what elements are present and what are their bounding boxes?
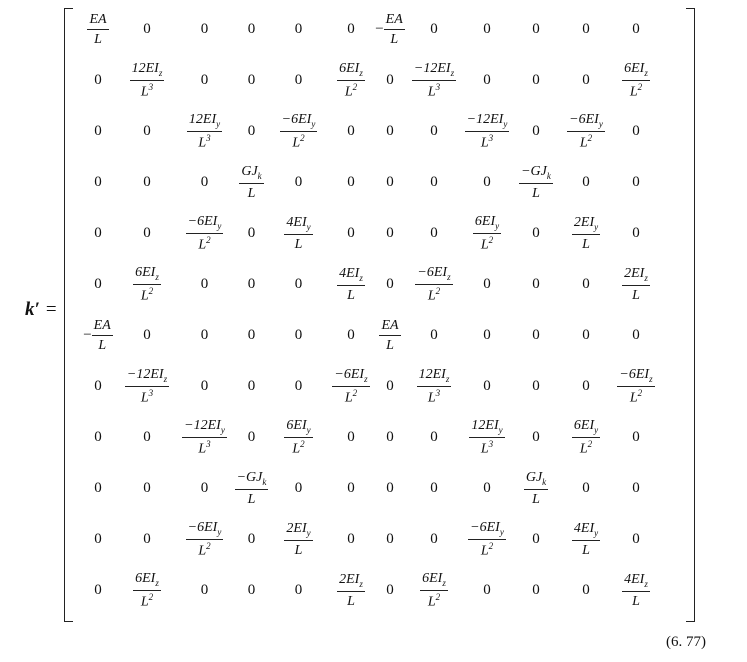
numerator: $2EI_y$	[284, 521, 312, 541]
denominator: L	[294, 542, 303, 558]
matrix-cell	[118, 259, 176, 310]
numerator: $2EI_y$	[572, 215, 600, 235]
matrix-cell	[561, 106, 611, 157]
matrix-cell: 0	[294, 72, 303, 88]
matrix-cell	[405, 361, 463, 412]
matrix-cell: 0	[347, 429, 355, 445]
matrix-cell: 0	[532, 123, 540, 139]
matrix-cell: 0	[294, 174, 303, 190]
matrix-cell	[611, 259, 661, 310]
matrix-cell: 0	[200, 582, 209, 598]
matrix-cell: 0	[532, 531, 540, 547]
numerator: $4EI_z$	[622, 572, 650, 592]
matrix-symbol	[25, 299, 57, 321]
denominator: $L^3$	[427, 387, 441, 406]
matrix-cell: 0	[430, 429, 438, 445]
numerator: $-6EI_z$	[332, 367, 369, 387]
matrix-cell: 0	[200, 72, 209, 88]
numerator: $2EI_z$	[622, 266, 650, 286]
fraction	[384, 12, 405, 47]
matrix-cell: 0	[532, 582, 540, 598]
matrix-cell: 0	[582, 276, 590, 292]
matrix-cell: 0	[582, 21, 590, 37]
fraction	[284, 215, 312, 252]
numerator: $-GJ_k$	[519, 164, 553, 184]
numerator: EA	[384, 12, 405, 29]
matrix-cell: 0	[386, 531, 394, 547]
fraction	[469, 418, 504, 457]
matrix-cell: 0	[582, 174, 590, 190]
matrix-row	[78, 208, 661, 259]
sign: −	[83, 326, 92, 343]
fraction	[519, 164, 553, 201]
matrix-cell	[176, 208, 233, 259]
matrix-cell: 0	[143, 225, 151, 241]
fraction	[284, 521, 312, 558]
numerator: $6EI_z$	[420, 571, 448, 591]
numerator: $6EI_z$	[337, 61, 365, 81]
matrix-cell: 0	[347, 174, 355, 190]
denominator: L	[247, 185, 256, 201]
matrix-cell	[78, 4, 118, 55]
matrix-cell: 0	[532, 225, 540, 241]
matrix-cell: 0	[247, 72, 256, 88]
matrix-cell: 0	[430, 123, 438, 139]
numerator: EA	[87, 12, 108, 29]
matrix-cell: 0	[430, 327, 438, 343]
fraction	[182, 418, 227, 457]
matrix-cell: 0	[143, 21, 151, 37]
matrix-cell	[611, 565, 661, 616]
matrix-cell	[375, 310, 405, 361]
denominator: $L^2$	[140, 285, 154, 304]
fraction	[125, 367, 169, 406]
denominator: $L^3$	[427, 81, 441, 100]
denominator: L	[347, 593, 355, 609]
matrix-cell	[405, 55, 463, 106]
matrix-cell: 0	[483, 480, 491, 496]
right-bracket	[686, 8, 695, 622]
matrix-cell	[463, 208, 511, 259]
matrix-cell: 0	[200, 21, 209, 37]
matrix-cell: 0	[294, 276, 303, 292]
numerator: $12EI_y$	[469, 418, 504, 438]
matrix-cell: 0	[200, 327, 209, 343]
matrix-row	[78, 361, 661, 412]
fraction	[420, 571, 448, 610]
matrix-cell: 0	[247, 429, 256, 445]
numerator: $-6EI_y$	[186, 520, 224, 540]
matrix-cell	[327, 361, 375, 412]
numerator: $-12EI_y$	[465, 112, 510, 132]
fraction	[617, 367, 654, 406]
numerator: $4EI_y$	[284, 215, 312, 235]
denominator: $L^2$	[480, 234, 494, 253]
matrix-cell: 0	[430, 480, 438, 496]
numerator: $-6EI_y$	[468, 520, 506, 540]
numerator: $-12EI_z$	[412, 61, 456, 81]
denominator: L	[294, 236, 303, 252]
denominator: $L^2$	[292, 438, 305, 457]
matrix-cell: 0	[532, 327, 540, 343]
matrix-cell: 0	[347, 123, 355, 139]
matrix-cell: 0	[386, 72, 394, 88]
fraction	[417, 367, 452, 406]
matrix-cell: 0	[483, 378, 491, 394]
matrix-cell: 0	[532, 21, 540, 37]
matrix-cell	[511, 463, 561, 514]
numerator: $6EI_z$	[622, 61, 650, 81]
matrix-cell: 0	[632, 327, 640, 343]
numerator: $-6EI_y$	[186, 214, 224, 234]
matrix-cell	[327, 565, 375, 616]
denominator: L	[386, 337, 394, 353]
numerator: $-6EI_z$	[415, 265, 452, 285]
matrix-cell	[463, 514, 511, 565]
matrix-cell: 0	[247, 276, 256, 292]
fraction	[572, 521, 600, 558]
matrix-cell: 0	[632, 21, 640, 37]
fraction	[284, 418, 312, 457]
equation-number: (6. 77)	[666, 634, 706, 650]
fraction	[337, 61, 365, 100]
matrix-cell: 0	[200, 276, 209, 292]
denominator: L	[632, 593, 640, 609]
matrix-cell: 0	[294, 21, 303, 37]
matrix-cell: 0	[483, 327, 491, 343]
matrix-cell: 0	[143, 123, 151, 139]
fraction	[465, 112, 510, 151]
denominator: L	[532, 491, 540, 507]
denominator: L	[94, 31, 102, 47]
matrix-cell	[118, 55, 176, 106]
fraction	[92, 318, 113, 353]
matrix-cell: 0	[294, 327, 303, 343]
denominator: $L^3$	[480, 438, 494, 457]
matrix-row	[78, 412, 661, 463]
matrix-cell: 0	[582, 327, 590, 343]
numerator: $12EI_y$	[187, 112, 222, 132]
matrix-cell: 0	[386, 480, 394, 496]
left-bracket	[64, 8, 73, 622]
fraction	[87, 12, 108, 47]
matrix-cell: 0	[347, 480, 355, 496]
matrix-cell: 0	[582, 480, 590, 496]
numerator: $6EI_y$	[572, 418, 600, 438]
denominator: $L^2$	[480, 540, 494, 559]
numerator: $12EI_z$	[130, 61, 165, 81]
matrix-cell: 0	[430, 21, 438, 37]
fraction	[572, 418, 600, 457]
matrix-cell: 0	[582, 582, 590, 598]
denominator: $L^2$	[140, 591, 154, 610]
numerator: $4EI_y$	[572, 521, 600, 541]
denominator: L	[247, 491, 256, 507]
fraction	[622, 266, 650, 303]
matrix-row	[78, 463, 661, 514]
matrix-cell: 0	[483, 72, 491, 88]
fraction	[524, 470, 548, 507]
matrix-row	[78, 157, 661, 208]
fraction	[239, 164, 263, 201]
matrix-cell: 0	[532, 276, 540, 292]
fraction	[379, 318, 400, 353]
matrix-cell	[270, 106, 327, 157]
fraction	[468, 520, 506, 559]
fraction	[473, 214, 501, 253]
numerator: $-12EI_y$	[182, 418, 227, 438]
fraction	[130, 61, 165, 100]
matrix-cell	[561, 514, 611, 565]
matrix-row	[78, 310, 661, 361]
matrix-cell	[270, 208, 327, 259]
denominator: $L^2$	[292, 132, 305, 151]
matrix-cell	[405, 259, 463, 310]
matrix-grid	[78, 4, 661, 616]
matrix-cell: 0	[94, 429, 102, 445]
numerator: $6EI_z$	[133, 571, 161, 591]
matrix-cell	[118, 361, 176, 412]
matrix-cell: 0	[386, 429, 394, 445]
matrix-cell	[463, 106, 511, 157]
matrix-cell: 0	[386, 276, 394, 292]
denominator: $L^2$	[344, 387, 358, 406]
matrix-row	[78, 259, 661, 310]
matrix-cell	[405, 565, 463, 616]
matrix-cell	[611, 55, 661, 106]
matrix-cell: 0	[247, 582, 256, 598]
matrix-cell: 0	[632, 480, 640, 496]
denominator: $L^2$	[427, 285, 441, 304]
fraction	[235, 470, 269, 507]
denominator: L	[582, 236, 590, 252]
numerator: $6EI_y$	[473, 214, 501, 234]
matrix-cell: 0	[94, 531, 102, 547]
matrix-cell: 0	[582, 72, 590, 88]
matrix-cell: 0	[347, 327, 355, 343]
matrix-cell	[511, 157, 561, 208]
fraction	[186, 214, 224, 253]
numerator: $-6EI_y$	[280, 112, 318, 132]
denominator: L	[582, 542, 590, 558]
matrix-cell: 0	[347, 225, 355, 241]
matrix-cell: 0	[143, 327, 151, 343]
denominator: $L^3$	[198, 132, 211, 151]
matrix-cell: 0	[143, 531, 151, 547]
matrix-cell: 0	[247, 123, 256, 139]
denominator: L	[390, 31, 399, 47]
numerator: $12EI_z$	[417, 367, 452, 387]
matrix-cell: 0	[294, 582, 303, 598]
matrix-cell: 0	[483, 174, 491, 190]
denominator: $L^2$	[198, 540, 211, 559]
matrix-cell: 0	[247, 531, 256, 547]
matrix-cell: 0	[247, 378, 256, 394]
denominator: $L^2$	[344, 81, 358, 100]
matrix-cell: 0	[483, 21, 491, 37]
matrix-cell: 0	[94, 378, 102, 394]
matrix-cell: 0	[200, 378, 209, 394]
denominator: $L^2$	[629, 387, 643, 406]
matrix-cell: 0	[200, 480, 209, 496]
fraction	[622, 572, 650, 609]
denominator: $L^3$	[480, 132, 494, 151]
matrix-cell: 0	[483, 582, 491, 598]
matrix-cell	[176, 106, 233, 157]
matrix-row	[78, 565, 661, 616]
matrix-cell: 0	[94, 276, 102, 292]
matrix-cell	[561, 412, 611, 463]
matrix-cell: 0	[582, 378, 590, 394]
matrix-cell: 0	[294, 378, 303, 394]
matrix-cell	[375, 4, 405, 55]
matrix-cell: 0	[386, 582, 394, 598]
matrix-cell: 0	[632, 429, 640, 445]
matrix-cell: 0	[632, 123, 640, 139]
denominator: $L^2$	[427, 591, 441, 610]
fraction	[412, 61, 456, 100]
numerator: EA	[92, 318, 113, 335]
matrix-cell	[463, 412, 511, 463]
fraction	[280, 112, 318, 151]
fraction	[337, 572, 365, 609]
matrix-cell: 0	[143, 429, 151, 445]
matrix-cell: 0	[94, 174, 102, 190]
matrix-row	[78, 106, 661, 157]
denominator: L	[98, 337, 107, 353]
denominator: $L^3$	[140, 387, 154, 406]
matrix-cell: 0	[143, 174, 151, 190]
denominator: L	[632, 287, 640, 303]
fraction	[337, 266, 365, 303]
fraction	[133, 265, 161, 304]
matrix-cell: 0	[532, 378, 540, 394]
numerator: $GJ_k$	[524, 470, 548, 490]
matrix-cell: 0	[94, 72, 102, 88]
matrix-cell: 0	[386, 378, 394, 394]
matrix-cell: 0	[200, 174, 209, 190]
numerator: $-GJ_k$	[235, 470, 269, 490]
denominator: L	[532, 185, 540, 201]
fraction	[567, 112, 605, 151]
denominator: L	[347, 287, 355, 303]
matrix-cell: 0	[94, 225, 102, 241]
denominator: $L^2$	[629, 81, 643, 100]
matrix-cell	[270, 412, 327, 463]
matrix-cell	[611, 361, 661, 412]
matrix-symbol-label: k′	[25, 299, 40, 320]
numerator: $-6EI_z$	[617, 367, 654, 387]
matrix-cell: 0	[386, 225, 394, 241]
matrix-cell	[118, 565, 176, 616]
matrix-cell: 0	[632, 174, 640, 190]
matrix-cell: 0	[247, 21, 256, 37]
denominator: $L^2$	[579, 132, 593, 151]
equals-sign: =	[45, 299, 57, 320]
matrix-cell: 0	[143, 480, 151, 496]
matrix-cell: 0	[632, 531, 640, 547]
matrix-cell: 0	[94, 582, 102, 598]
matrix-cell	[270, 514, 327, 565]
fraction	[187, 112, 222, 151]
denominator: $L^3$	[140, 81, 154, 100]
matrix-cell: 0	[483, 276, 491, 292]
denominator: $L^2$	[579, 438, 593, 457]
matrix-cell: 0	[94, 480, 102, 496]
numerator: EA	[379, 318, 400, 335]
matrix-cell: 0	[430, 225, 438, 241]
matrix-cell: 0	[294, 480, 303, 496]
matrix-cell: 0	[347, 531, 355, 547]
matrix-cell: 0	[386, 174, 394, 190]
fraction	[332, 367, 369, 406]
matrix-cell: 0	[632, 225, 640, 241]
numerator: $6EI_z$	[133, 265, 161, 285]
fraction	[622, 61, 650, 100]
sign: −	[375, 20, 384, 37]
fraction	[415, 265, 452, 304]
matrix-cell: 0	[430, 531, 438, 547]
matrix-cell: 0	[247, 327, 256, 343]
matrix-cell: 0	[532, 429, 540, 445]
matrix-cell: 0	[247, 225, 256, 241]
matrix-cell	[327, 55, 375, 106]
matrix-cell	[327, 259, 375, 310]
matrix-cell: 0	[430, 174, 438, 190]
matrix-cell	[561, 208, 611, 259]
matrix-cell	[176, 412, 233, 463]
matrix-row	[78, 55, 661, 106]
numerator: $-6EI_y$	[567, 112, 605, 132]
numerator: $6EI_y$	[284, 418, 312, 438]
matrix-cell: 0	[532, 72, 540, 88]
matrix-cell	[176, 514, 233, 565]
fraction	[572, 215, 600, 252]
numerator: $GJ_k$	[239, 164, 263, 184]
matrix-row	[78, 514, 661, 565]
matrix-cell: 0	[386, 123, 394, 139]
denominator: $L^3$	[198, 438, 211, 457]
numerator: $2EI_z$	[337, 572, 365, 592]
matrix-cell: 0	[94, 123, 102, 139]
numerator: $4EI_z$	[337, 266, 365, 286]
matrix-row	[78, 4, 661, 55]
denominator: $L^2$	[198, 234, 211, 253]
fraction	[133, 571, 161, 610]
matrix-cell	[78, 310, 118, 361]
numerator: $-12EI_z$	[125, 367, 169, 387]
matrix-cell: 0	[347, 21, 355, 37]
matrix-cell	[233, 157, 270, 208]
fraction	[186, 520, 224, 559]
matrix-cell	[233, 463, 270, 514]
